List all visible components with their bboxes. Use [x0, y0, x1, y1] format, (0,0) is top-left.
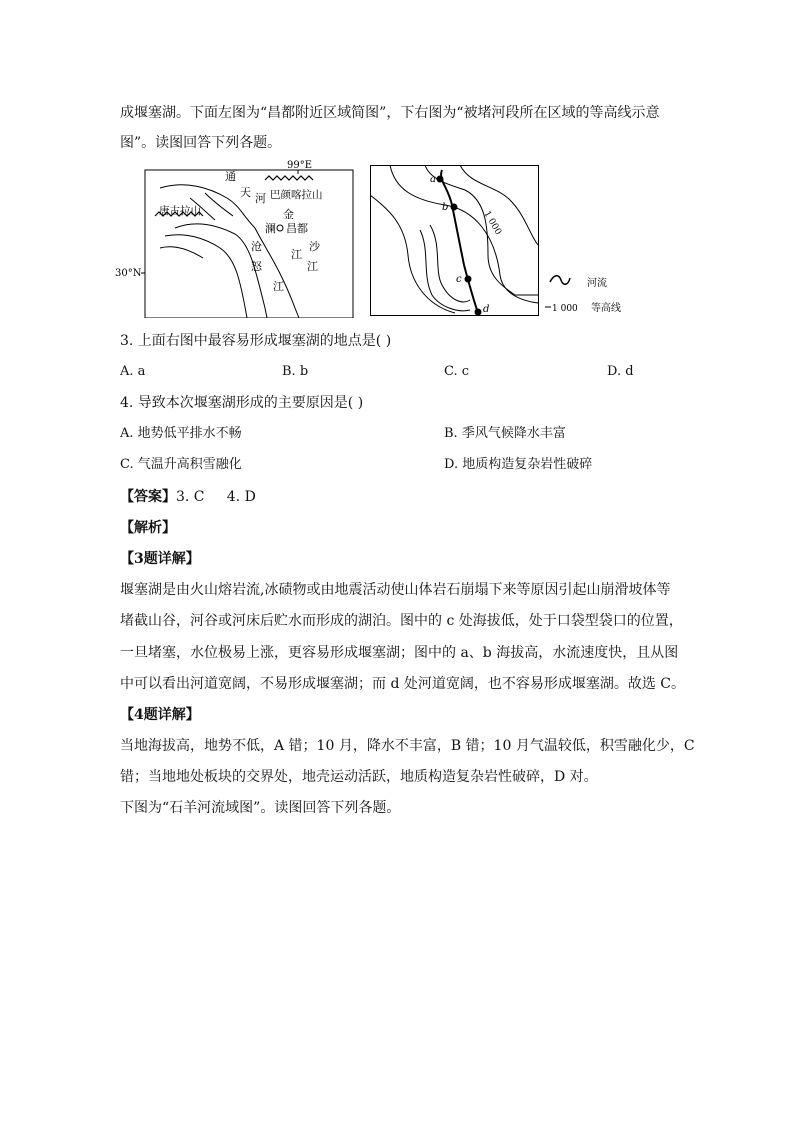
q4-option-a: A. 地势低平排水不畅 [120, 426, 242, 441]
point-d-label: d [483, 304, 490, 315]
contour-legend-label: 等高线 [591, 303, 621, 312]
contour-line [425, 165, 538, 295]
q3-option-d: D. d [607, 364, 634, 379]
answer-text: 3. C 4. D [176, 489, 256, 505]
left-map [115, 158, 355, 318]
q4-option-b: B. 季风气候降水丰富 [444, 426, 566, 441]
analysis-heading: 【解析】 [120, 520, 176, 536]
tributary-3 [205, 193, 233, 216]
point-a-marker [437, 176, 444, 183]
label-nu: 怒 [251, 260, 262, 273]
point-c-label: c [456, 274, 462, 285]
q3-option-b: B. b [282, 364, 309, 379]
changdu-marker [277, 225, 283, 231]
right-map-frame [371, 166, 539, 316]
label-lan: 澜 [265, 222, 276, 235]
lon-label: 99°E [287, 160, 313, 171]
q4-detail-title: 【4题详解】 [120, 707, 200, 723]
q4-detail-line-2: 错；当地地处板块的交界处，地壳运动活跃，地质构造复杂岩性破碎，D 对。 [120, 769, 598, 785]
point-b-label: b [442, 202, 449, 213]
label-jin: 金 [283, 208, 294, 221]
point-b-marker [451, 204, 458, 211]
q4-option-c: C. 气温升高积雪融化 [120, 457, 242, 472]
q3-stem: 3. 上面右图中最容易形成堰塞湖的地点是( ) [120, 333, 392, 349]
q3-option-a: A. a [120, 364, 146, 379]
label-changdu: 昌都 [286, 222, 308, 235]
point-c-marker [465, 276, 472, 283]
q3-detail-line-2: 堵截山谷，河谷或河床后贮水而形成的湖泊。图中的 c 处海拔低，处于口袋型袋口的位置， [120, 613, 683, 629]
intro-line-2: 图”。读图回答下列各题。 [120, 135, 282, 151]
river-legend-label: 河流 [587, 278, 607, 289]
contour-line [390, 165, 538, 303]
label-sha: 沙 [309, 240, 320, 253]
answer-label: 【答案】 [120, 489, 176, 505]
label-jiang3: 江 [273, 280, 284, 293]
next-section-intro: 下图为“石羊河流域图”。读图回答下列各题。 [120, 800, 401, 816]
right-map [370, 165, 545, 317]
q4-stem: 4. 导致本次堰塞湖形成的主要原因是( ) [120, 395, 364, 411]
point-d-marker [475, 309, 482, 316]
label-jiang2: 江 [307, 260, 318, 273]
map-legend [545, 272, 635, 312]
point-a-label: a [430, 174, 436, 185]
lat-label: 30°N [115, 268, 142, 279]
label-jiang1: 江 [291, 248, 302, 261]
q4-option-d: D. 地质构造复杂岩性破碎 [444, 457, 593, 472]
label-mountain: 巴颜喀拉山 [270, 189, 323, 201]
tributary-1 [160, 247, 203, 258]
contour-legend-value: 1 000 [552, 304, 578, 312]
q3-detail-line-4: 中可以看出河道宽阔，不易形成堰塞湖；而 d 处河道宽阔，也不容易形成堰塞湖。故选 C。 [120, 676, 686, 692]
label-cang: 沧 [251, 240, 262, 253]
label-tong: 通 [225, 170, 236, 183]
q4-detail-line-1: 当地海拔高，地势不低，A 错；10 月，降水不丰富，B 错；10 月气温较低，积雪融化少，C [120, 738, 695, 754]
q3-option-c: C. c [444, 364, 470, 379]
label-tanggula: 唐古拉山 [159, 205, 201, 217]
q3-detail-line-1: 堰塞湖是由火山熔岩流,冰碛物或由地震活动使山体岩石崩塌下来等原因引起山崩滑坡体等 [120, 582, 671, 598]
answer-row [120, 487, 256, 507]
intro-line-1: 成堰塞湖。下面左图为“昌都附近区域简图”，下右图为“被堵河段所在区域的等高线示意 [120, 105, 660, 121]
q3-detail-title: 【3题详解】 [120, 551, 200, 567]
label-tian: 天 [240, 186, 251, 199]
label-he: 河 [255, 192, 266, 205]
contour-line [420, 230, 470, 311]
bayan-har-ridge [265, 176, 313, 180]
contour-value-label: 1 000 [481, 209, 503, 237]
q3-detail-line-3: 一旦堵塞，水位极易上涨，更容易形成堰塞湖；图中的 a、b 海拔高，水流速度快，且从图 [120, 645, 679, 661]
river-legend-icon [550, 276, 570, 285]
